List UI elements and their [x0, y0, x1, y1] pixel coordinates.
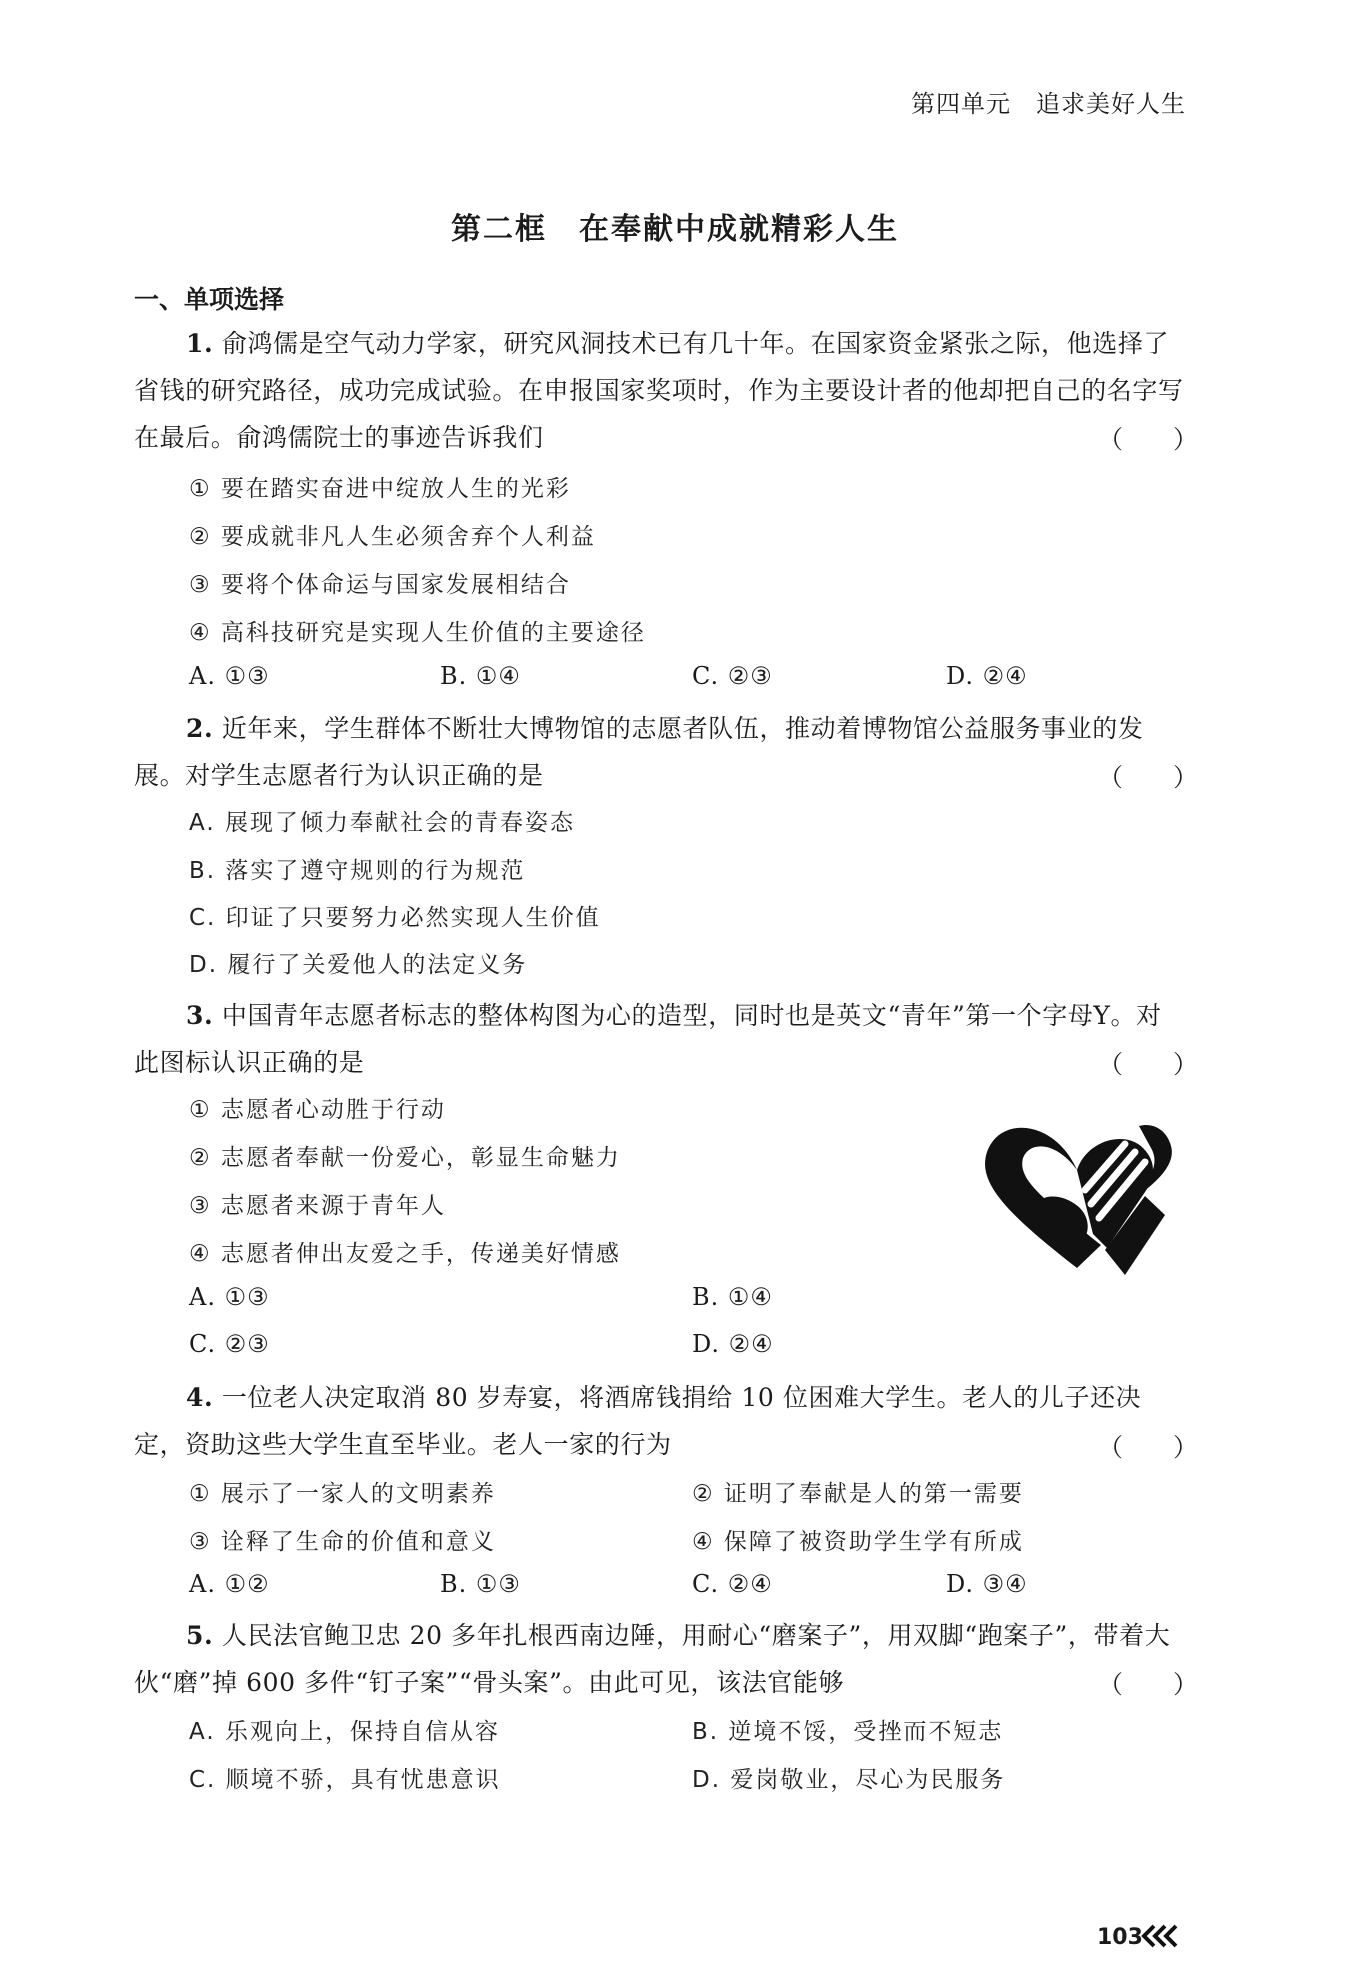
question-number: 3.	[186, 1001, 214, 1030]
answer-bracket: （ ）	[1098, 1433, 1199, 1462]
statement-item: ② 志愿者奉献一份爱心，彰显生命魅力	[189, 1145, 621, 1171]
running-header: 第四单元 追求美好人生	[911, 90, 1186, 118]
statement-item: ① 要在踏实奋进中绽放人生的光彩	[189, 476, 571, 502]
question-number: 4.	[186, 1383, 214, 1412]
choice-b: B. 逆境不馁，受挫而不短志	[692, 1719, 1004, 1745]
question-number: 1.	[186, 329, 214, 358]
question-text: 人民法官鲍卫忠 20 多年扎根西南边陲，用耐心“磨案子”，用双脚“跑案子”，带着大伙“磨”掉 600 多件“钉子案”“骨头案”。由此可见，该法官能够	[134, 1621, 1171, 1697]
answer-bracket: （ ）	[1098, 1670, 1199, 1699]
choice-c: C. ②③	[189, 1330, 270, 1358]
choice-a: A. 乐观向上，保持自信从容	[189, 1719, 500, 1745]
choice-c: C. 印证了只要努力必然实现人生价值	[189, 905, 601, 931]
question-text: 近年来，学生群体不断壮大博物馆的志愿者队伍，推动着博物馆公益服务事业的发展。对学生志愿者行为认识正确的是	[134, 714, 1144, 790]
statement-item: ② 要成就非凡人生必须舍弃个人利益	[189, 524, 596, 550]
statement-item: ④ 志愿者伸出友爱之手，传递美好情感	[189, 1241, 621, 1267]
choice-d: D. 履行了关爱他人的法定义务	[189, 952, 528, 978]
statement-item: ② 证明了奉献是人的第一需要	[692, 1481, 1024, 1507]
section-heading: 一、单项选择	[134, 285, 285, 314]
answer-bracket: （ ）	[1098, 425, 1199, 454]
answer-bracket: （ ）	[1098, 763, 1199, 792]
question-3-stem	[134, 992, 1184, 1086]
page-number: 103	[1097, 1925, 1143, 1950]
question-5-stem	[134, 1612, 1184, 1706]
choice-c: C. ②③	[692, 662, 773, 690]
chevron-left-arrows-icon	[1140, 1923, 1180, 1949]
choice-a: A. ①②	[189, 1570, 270, 1598]
statement-item: ① 展示了一家人的文明素养	[189, 1481, 496, 1507]
statement-item: ③ 要将个体命运与国家发展相结合	[189, 572, 571, 598]
choice-a: A. ①③	[189, 1283, 270, 1311]
answer-bracket: （ ）	[1098, 1050, 1199, 1079]
question-2-stem	[134, 705, 1184, 799]
choice-d: D. ③④	[946, 1570, 1028, 1598]
choice-b: B. ①③	[440, 1570, 521, 1598]
choice-d: D. ②④	[692, 1330, 774, 1358]
choice-b: B. ①④	[692, 1283, 773, 1311]
statement-item: ① 志愿者心动胜于行动	[189, 1097, 446, 1123]
statement-item: ③ 志愿者来源于青年人	[189, 1193, 446, 1219]
lesson-title: 第二框 在奉献中成就精彩人生	[451, 212, 899, 247]
statement-item: ④ 保障了被资助学生学有所成	[692, 1529, 1024, 1555]
statement-item: ③ 诠释了生命的价值和意义	[189, 1529, 496, 1555]
choice-d: D. ②④	[946, 662, 1028, 690]
question-number: 5.	[186, 1621, 214, 1650]
choice-b: B. ①④	[440, 662, 521, 690]
choice-a: A. 展现了倾力奉献社会的青春姿态	[189, 810, 575, 836]
statement-item: ④ 高科技研究是实现人生价值的主要途径	[189, 620, 646, 646]
youth-volunteer-heart-hand-logo-icon	[975, 1100, 1180, 1275]
choice-d: D. 爱岗敬业，尽心为民服务	[692, 1767, 1006, 1793]
question-4-stem	[134, 1374, 1184, 1468]
choice-b: B. 落实了遵守规则的行为规范	[189, 858, 526, 884]
choice-a: A. ①③	[189, 662, 270, 690]
question-text: 中国青年志愿者标志的整体构图为心的造型，同时也是英文“青年”第一个字母Y。对此图标认识正确的是	[134, 1001, 1162, 1077]
choice-c: C. ②④	[692, 1570, 773, 1598]
question-1-stem	[134, 320, 1184, 461]
question-text: 俞鸿儒是空气动力学家，研究风洞技术已有几十年。在国家资金紧张之际，他选择了省钱的研究路径，成功完成试验。在申报国家奖项时，作为主要设计者的他却把自己的名字写在最后。俞鸿儒院士的事迹告诉我们	[134, 329, 1184, 452]
question-number: 2.	[186, 714, 214, 743]
question-text: 一位老人决定取消 80 岁寿宴，将酒席钱捐给 10 位困难大学生。老人的儿子还决定，资助这些大学生直至毕业。老人一家的行为	[134, 1383, 1142, 1459]
choice-c: C. 顺境不骄，具有忧患意识	[189, 1767, 501, 1793]
